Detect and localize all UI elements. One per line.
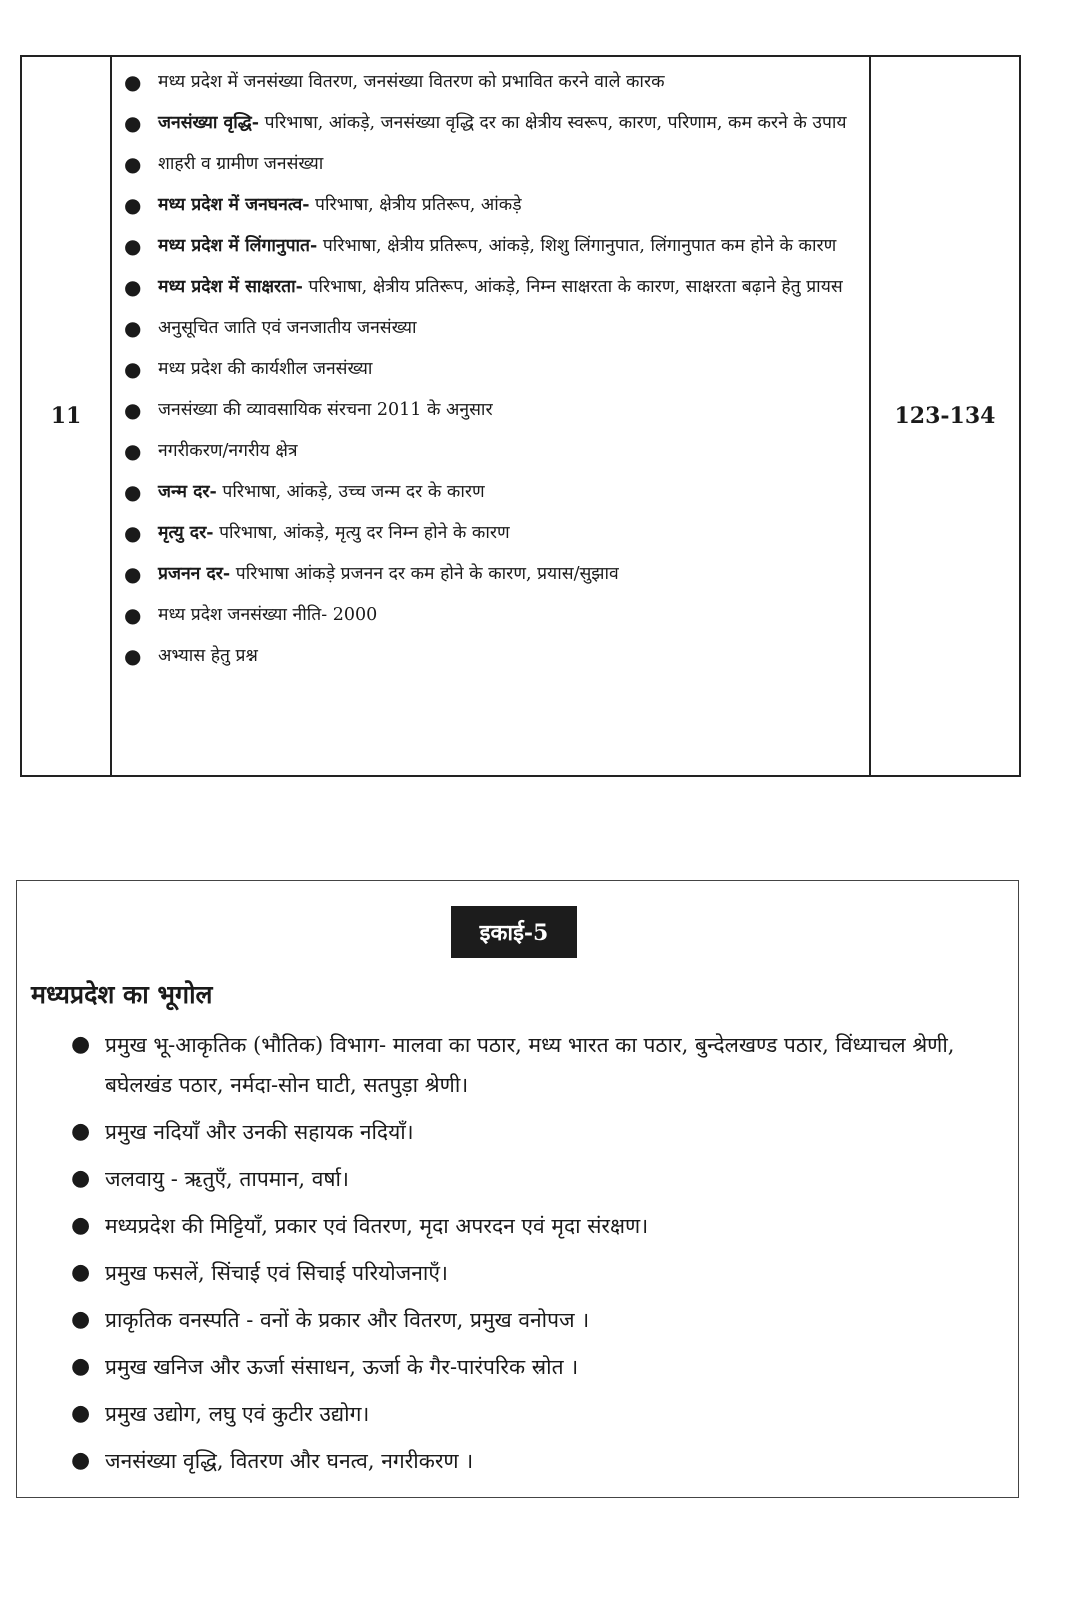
list-item: ● प्रमुख फसलें, सिंचाई एवं सिचाई परियोजनाएँ। <box>67 1253 978 1293</box>
list-item: ● मध्यप्रदेश की मिट्टियाँ, प्रकार एवं वितरण, मृदा अपरदन एवं मृदा संरक्षण। <box>67 1206 978 1246</box>
topics-cell <box>110 57 871 775</box>
topic-item: ● मध्य प्रदेश में जनघनत्व- परिभाषा, क्षेत्रीय प्रतिरूप, आंकड़े <box>112 189 851 222</box>
bullet-icon: ● <box>71 1166 91 1191</box>
bullet-icon: ● <box>71 1260 91 1285</box>
bullet-icon: ● <box>71 1354 91 1379</box>
bullet-icon: ● <box>124 316 142 340</box>
topic-item: ● जन्म दर- परिभाषा, आंकड़े, उच्च जन्म दर के कारण <box>112 476 851 509</box>
list-item: ● प्राकृतिक वनस्पति - वनों के प्रकार और वितरण, प्रमुख वनोपज । <box>67 1300 978 1340</box>
bullet-icon: ● <box>124 70 142 94</box>
topic-item: ● प्रजनन दर- परिभाषा आंकड़े प्रजनन दर कम होने के कारण, प्रयास/सुझाव <box>112 558 851 591</box>
list-item: ● प्रमुख उद्योग, लघु एवं कुटीर उद्योग। <box>67 1394 978 1434</box>
topic-item: ● शाहरी व ग्रामीण जनसंख्या <box>112 148 851 181</box>
bullet-icon: ● <box>71 1032 91 1057</box>
bullet-icon: ● <box>124 275 142 299</box>
list-item: ● प्रमुख भू-आकृतिक (भौतिक) विभाग- मालवा का पठार, मध्य भारत का पठार, बुन्देलखण्ड पठार, विंध्याचल श्रेणी, बघेलखंड पठार, नर्मदा-सोन घाटी, सतपुड़ा श्रेणी। <box>67 1025 978 1105</box>
bullet-icon: ● <box>124 603 142 627</box>
bullet-icon: ● <box>71 1307 91 1332</box>
topic-item: ● जनसंख्या वृद्धि- परिभाषा, आंकड़े, जनसंख्या वृद्धि दर का क्षेत्रीय स्वरूप, कारण, परिणाम, कम करने के उपाय <box>112 107 851 140</box>
bullet-icon: ● <box>71 1119 91 1144</box>
bullet-icon: ● <box>124 562 142 586</box>
unit-topic-list <box>67 1025 978 1488</box>
unit-box <box>16 880 1019 1498</box>
bullet-icon: ● <box>71 1213 91 1238</box>
list-item: ● जलवायु - ऋतुएँ, तापमान, वर्षा। <box>67 1159 978 1199</box>
topic-item: ● अभ्यास हेतु प्रश्न <box>112 640 851 673</box>
bullet-icon: ● <box>124 234 142 258</box>
syllabus-table <box>20 55 1021 777</box>
topic-item: ● मध्य प्रदेश जनसंख्या नीति- 2000 <box>112 599 851 632</box>
bullet-icon: ● <box>124 398 142 422</box>
bullet-icon: ● <box>124 521 142 545</box>
topic-item: ● मध्य प्रदेश में लिंगानुपात- परिभाषा, क्षेत्रीय प्रतिरूप, आंकड़े, शिशु लिंगानुपात, लिंगानुपात कम होने के कारण <box>112 230 851 263</box>
list-item: ● प्रमुख खनिज और ऊर्जा संसाधन, ऊर्जा के गैर-पारंपरिक स्रोत । <box>67 1347 978 1387</box>
unit-badge: इकाई-5 <box>451 906 577 958</box>
bullet-icon: ● <box>71 1401 91 1426</box>
topic-item: ● जनसंख्या की व्यावसायिक संरचना 2011 के अनुसार <box>112 394 851 427</box>
topic-item: ● मध्य प्रदेश में साक्षरता- परिभाषा, क्षेत्रीय प्रतिरूप, आंकड़े, निम्न साक्षरता के कारण, साक्षरता बढ़ाने हेतु प्रायस <box>112 271 851 304</box>
bullet-icon: ● <box>124 193 142 217</box>
list-item: ● जनसंख्या वृद्धि, वितरण और घनत्व, नगरीकरण । <box>67 1441 978 1481</box>
bullet-icon: ● <box>124 644 142 668</box>
bullet-icon: ● <box>124 152 142 176</box>
topic-item: ● नगरीकरण/नगरीय क्षेत्र <box>112 435 851 468</box>
bullet-icon: ● <box>124 439 142 463</box>
topic-list <box>112 66 851 673</box>
list-item: ● प्रमुख नदियाँ और उनकी सहायक नदियाँ। <box>67 1112 978 1152</box>
topic-item: ● मध्य प्रदेश में जनसंख्या वितरण, जनसंख्या वितरण को प्रभावित करने वाले कारक <box>112 66 851 99</box>
topic-item: ● मध्य प्रदेश की कार्यशील जनसंख्या <box>112 353 851 386</box>
bullet-icon: ● <box>124 111 142 135</box>
page-range-cell: 123-134 <box>894 403 996 429</box>
bullet-icon: ● <box>124 357 142 381</box>
bullet-icon: ● <box>71 1448 91 1473</box>
unit-title: मध्यप्रदेश का भूगोल <box>31 980 213 1009</box>
topic-item: ● अनुसूचित जाति एवं जनजातीय जनसंख्या <box>112 312 851 345</box>
topic-item: ● मृत्यु दर- परिभाषा, आंकड़े, मृत्यु दर निम्न होने के कारण <box>112 517 851 550</box>
bullet-icon: ● <box>124 480 142 504</box>
row-number-cell: 11 <box>50 403 82 429</box>
